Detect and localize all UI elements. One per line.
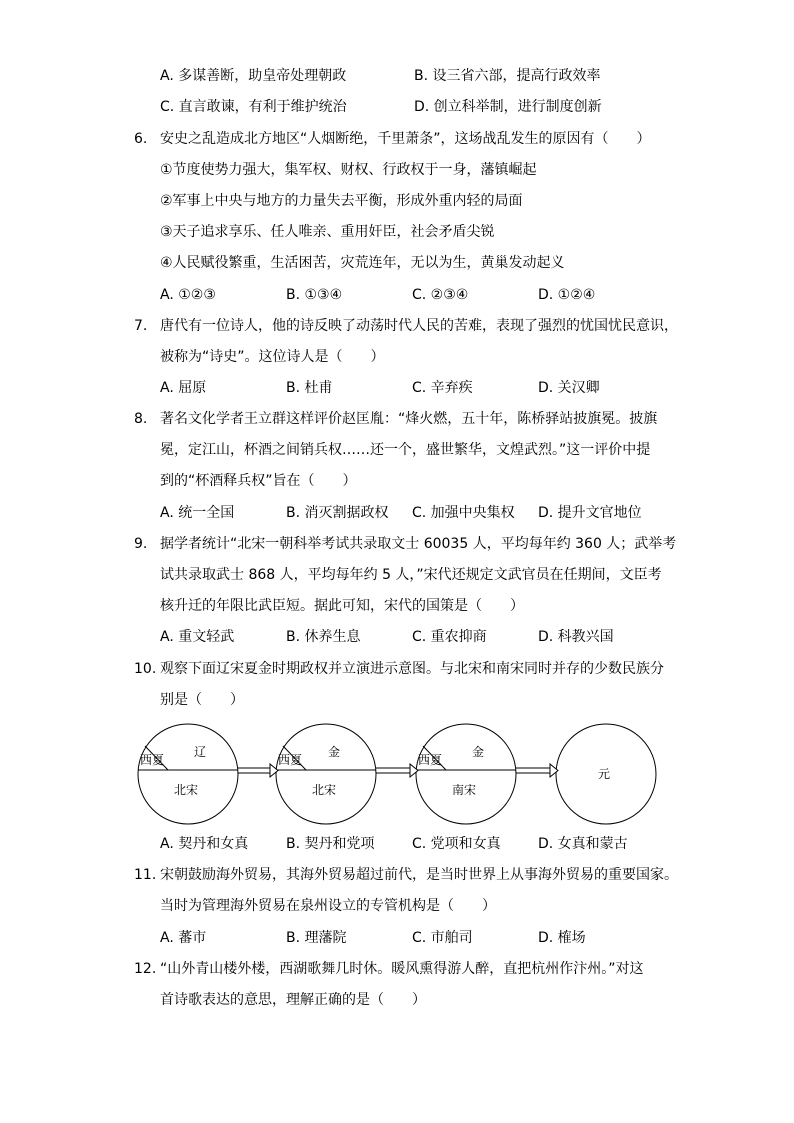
q11-option-a: A. 蕃市 [160,930,207,946]
q12-number: 12. [134,961,157,977]
q10-line-1: 观察下面辽宋夏金时期政权并立演进示意图。与北宋和南宋同时并存的少数民族分 [160,661,664,677]
circle-liao-song-xia [138,724,238,824]
q6-item-2: ②军事上中央与地方的力量失去平衡，形成外重内轻的局面 [160,193,523,209]
q9-number: 9. [134,536,148,552]
q11-option-b: B. 理藩院 [286,930,347,946]
q7-number: 7. [134,318,148,334]
q8-option-a: A. 统一全国 [160,505,235,521]
c3-bottom-label: 南宋 [452,783,477,797]
q12-line-1: “山外青山楼外楼，西湖歌舞几时休。暖风熏得游人醉，直把杭州作汴州。”对这 [160,961,644,977]
circle-jin-southern-song-xia [416,724,516,824]
c1-right-label: 辽 [194,745,207,759]
q11-option-d: D. 榷场 [538,930,586,946]
c2-left-label: 西夏 [278,753,303,767]
q7-option-b: B. 杜甫 [286,380,333,396]
q8-option-c: C. 加强中央集权 [412,505,515,521]
q10-option-d: D. 女真和蒙古 [538,836,628,852]
q8-line-3: 到的“杯酒释兵权”旨在（ ） [160,473,357,489]
regimes-evolution-diagram [130,716,670,832]
circle-jin-song-xia [276,724,376,824]
q8-number: 8. [134,411,148,427]
q6-option-b: B. ①③④ [286,287,343,303]
c1-bottom-label: 北宋 [174,783,199,797]
q5-option-c: C. 直言敢谏，有利于维护统治 [160,99,347,115]
q5-option-d: D. 创立科举制，进行制度创新 [414,99,602,115]
q5-option-b: B. 设三省六部，提高行政效率 [414,68,601,84]
c1-left-label: 西夏 [140,753,165,767]
q9-option-b: B. 休养生息 [286,629,361,645]
q8-option-b: B. 消灭割据政权 [286,505,389,521]
q10-number: 10. [134,661,157,677]
q6-item-1: ①节度使势力强大，集军权、财权、行政权于一身，藩镇崛起 [160,162,537,178]
q6-option-d: D. ①②④ [538,287,596,303]
q9-line-2: 试共录取武士 868 人，平均每年约 5 人，”宋代还规定文武官员在任期间，文臣考 [160,567,662,583]
q10-option-b: B. 契丹和党项 [286,836,375,852]
q7-line-2: 被称为“诗史”。这位诗人是（ ） [160,349,385,365]
c3-left-label: 西夏 [418,753,443,767]
c2-bottom-label: 北宋 [312,783,337,797]
q11-line-2: 当时为管理海外贸易在泉州设立的专管机构是（ ） [160,898,496,914]
q9-option-a: A. 重文轻武 [160,629,235,645]
q8-option-d: D. 提升文官地位 [538,505,642,521]
q10-line-2: 别是（ ） [160,692,244,708]
q6-option-c: C. ②③④ [412,287,469,303]
q10-option-a: A. 契丹和女真 [160,836,249,852]
q9-line-3: 核升迁的年限比武臣短。据此可知，宋代的国策是（ ） [160,598,524,614]
c2-right-label: 金 [328,745,341,759]
q6-stem: 安史之乱造成北方地区“人烟断绝，千里萧条”，这场战乱发生的原因有（ ） [160,131,651,147]
q8-line-1: 著名文化学者王立群这样评价赵匡胤：“烽火燃，五十年，陈桥驿站披旗冕。披旗 [160,411,658,427]
q6-option-a: A. ①②③ [160,287,216,303]
q11-line-1: 宋朝鼓励海外贸易，其海外贸易超过前代，是当时世界上从事海外贸易的重要国家。 [160,867,678,883]
q9-option-c: C. 重农抑商 [412,629,487,645]
q6-item-4: ④人民赋役繁重，生活困苦，灾荒连年，无以为生，黄巢发动起义 [160,255,565,271]
q8-line-2: 冕，定江山，杯酒之间销兵权……还一个，盛世繁华，文煌武烈。”这一评价中提 [160,442,651,458]
q10-option-c: C. 党项和女真 [412,836,501,852]
q5-option-a: A. 多谋善断，助皇帝处理朝政 [160,68,347,84]
q11-number: 11. [134,867,157,883]
q12-line-2: 首诗歌表达的意思，理解正确的是（ ） [160,992,426,1008]
q9-option-d: D. 科教兴国 [538,629,614,645]
q7-line-1: 唐代有一位诗人，他的诗反映了动荡时代人民的苦难，表现了强烈的忧国忧民意识， [160,318,678,334]
c4-center-label: 元 [598,767,611,781]
q9-line-1: 据学者统计“北宋一朝科举考试共录取文士 60035 人，平均每年约 360 人；武举考 [160,536,677,552]
c3-right-label: 金 [472,745,485,759]
q6-item-3: ③天子追求享乐、任人唯亲、重用奸臣，社会矛盾尖锐 [160,224,495,240]
q7-option-a: A. 屈原 [160,380,207,396]
q7-option-c: C. 辛弃疾 [412,380,473,396]
q7-option-d: D. 关汉卿 [538,380,600,396]
q6-number: 6. [134,131,148,147]
q11-option-c: C. 市舶司 [412,930,473,946]
